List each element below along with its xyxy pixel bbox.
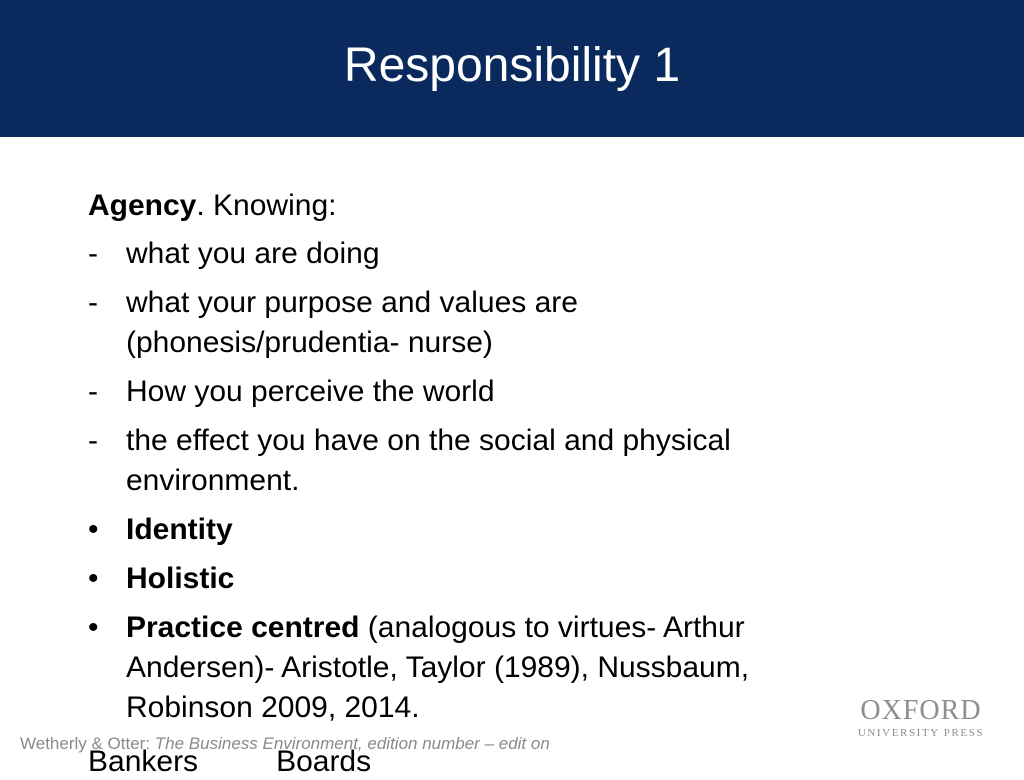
- bullet-item: [88, 608, 848, 728]
- dash-item: [88, 372, 848, 412]
- dash-marker: -: [88, 286, 98, 319]
- dash-item-text: what you are doing: [126, 237, 380, 270]
- agency-text: . Knowing:: [196, 189, 337, 222]
- logo-sub-text: UNIVERSITY PRESS: [857, 727, 985, 739]
- logo-main-text: OXFORD: [860, 695, 982, 726]
- bullet-bold-text: Identity: [126, 513, 233, 546]
- dash-item: [88, 234, 848, 274]
- dash-item: [88, 283, 848, 363]
- dash-marker: -: [88, 424, 98, 457]
- agency-heading: [88, 186, 848, 226]
- overflow-word: Boards: [276, 745, 372, 778]
- bullet-item: [88, 559, 848, 599]
- footer-italic: The Business Environment, edition number – edit on: [154, 734, 550, 753]
- dash-marker: -: [88, 375, 98, 408]
- bullet-text: (analogous to virtues- Arthur Andersen)- Aristotle, Taylor (1989), Nussbaum, Robinson 2009, 2014.: [126, 611, 750, 724]
- dash-item-text: the effect you have on the social and physical environment.: [126, 424, 731, 497]
- bullet-bold-text: Practice centred: [126, 611, 360, 644]
- slide-content: [88, 186, 848, 737]
- oxford-logo: [852, 696, 990, 740]
- bullet-item: [88, 510, 848, 550]
- bullet-bold-text: Holistic: [126, 562, 235, 595]
- bullet-marker: •: [88, 611, 99, 644]
- dash-marker: -: [88, 237, 98, 270]
- agency-term: Agency: [88, 189, 197, 222]
- bullet-marker: •: [88, 562, 99, 595]
- slide-title: Responsibility 1: [343, 39, 681, 92]
- bullet-marker: •: [88, 513, 99, 546]
- dash-item-text: How you perceive the world: [126, 375, 495, 408]
- overflow-text: [88, 744, 449, 780]
- overflow-word: Bankers: [88, 745, 199, 778]
- dash-item: [88, 421, 848, 501]
- footer-prefix: Wetherly & Otter:: [20, 734, 155, 753]
- dash-item-text: what your purpose and values are (phonesis/prudentia- nurse): [126, 286, 578, 359]
- slide-header: [0, 0, 1024, 137]
